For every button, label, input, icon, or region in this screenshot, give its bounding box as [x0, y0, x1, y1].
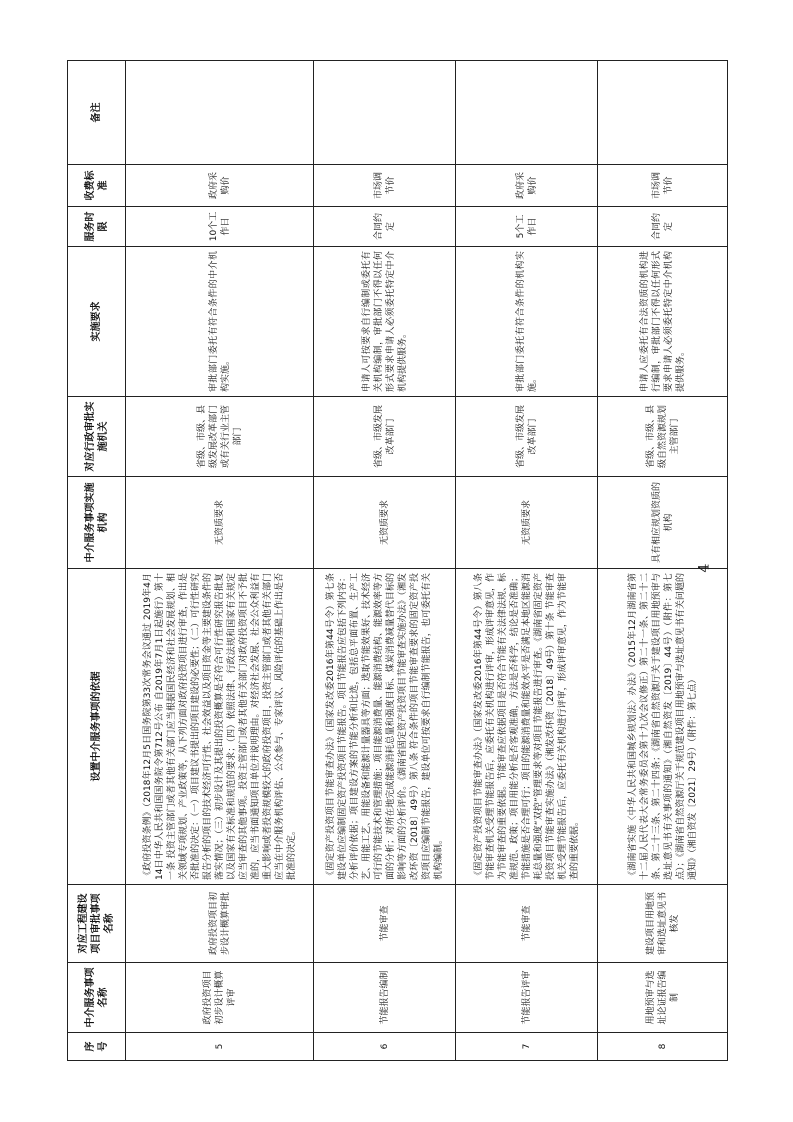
- cell-agency: 无资质要求: [314, 477, 456, 569]
- cell-fee: 市场调节价: [598, 165, 728, 207]
- table-row: [126, 61, 314, 1061]
- cell-req: 申请人应委托有合法资质的机构进行编制，审批部门不得以任何形式要求申请人必须委托特定中介机构提供服务。: [598, 247, 728, 397]
- header-project: 对应工程建设项目审批事项名称: [68, 885, 126, 963]
- cell-remark: [598, 61, 728, 165]
- header-agency: 中介服务事项实施机构: [68, 477, 126, 569]
- cell-req: 申请人可按要求自行编制或委托有关机构编制，审批部门不得以任何形式要求申请人必须委托特定中介机构提供服务。: [314, 247, 456, 397]
- cell-basis: 《固定资产投资项目节能审查办法》（国家发改委2016年第44号令）第八条 节能审查机关受理节能报告后，应委托有关机构进行评审，形成评审意见，作为节能审查的重要依据。节能审查应依据项目是否符合节能有关法律法规、标准规范、政策；项目用能分析是否客观准确，方法是否科学，结论是否准确；节能措施是否合理可行；项目的能源消费量和能效水平是否满足本地区能源消耗总量和强度“双控”管理要求等对项目节能报告进行审查。《湖南省固定资产投资项目节能审查实施办法》（湘发改环资〔2018〕49号）第十条 节能审查机关受理节能报告后，应委托有关机构进行评审，形成评审意见，作为节能审查的重要依据。: [456, 569, 598, 885]
- cell-fee: 市场调节价: [314, 165, 456, 207]
- rotated-table-sheet: [67, 61, 727, 1061]
- cell-time: 合同约定: [314, 207, 456, 247]
- cell-name: 用地预审与选址论证报告编制: [598, 963, 728, 1033]
- cell-name: 节能报告编制: [314, 963, 456, 1033]
- cell-project: 建设项目用地预审和选址意见书核发: [598, 885, 728, 963]
- cell-name: 节能报告评审: [456, 963, 598, 1033]
- header-remark: 备注: [68, 61, 126, 165]
- cell-basis: 《固定资产投资项目节能审查办法》（国家发改委2016年第44号令）第七条 建设单位应编制固定资产投资项目节能报告。项目节能报告应包括下列内容：分析评价依据；项目建设方案的节能分析和比选，包括总平面布置、生产工艺、用能工艺、用能设备和能源计量器具等方面；选取节能效果好、技术经济可行的节能技术和管理措施；项目能源消费量、能源消费结构、能源效率等方面的分析；对所在地完成能源消耗总量和强度目标、煤炭消费减量替代目标的影响等方面的分析评价。《湖南省固定资产投资项目节能审查实施办法》（湘发改环资〔2018〕49号）第八条 符合条件的项目节能审查要求的固定资产投资项目应编制节能报告，建设单位可按要求自行编制节能报告，也可委托有关机构编制。: [314, 569, 456, 885]
- cell-time: 合同约定: [598, 207, 728, 247]
- cell-agency: 具有相应规划资质的机构: [598, 477, 728, 569]
- cell-dept: 省级、市级、县级自然资源规划主管部门: [598, 397, 728, 477]
- header-fee: 收费标准: [68, 165, 126, 207]
- header-dept: 对应行政审批实施机关: [68, 397, 126, 477]
- cell-project: 节能审查: [314, 885, 456, 963]
- intermediary-service-table: [67, 60, 728, 1061]
- cell-no: 5: [126, 1033, 314, 1061]
- cell-dept: 省级、市级、县级发展改革部门或有关行业主管部门: [126, 397, 314, 477]
- cell-req: 审批部门委托有符合条件的机构实施。: [456, 247, 598, 397]
- cell-agency: 无资质要求: [126, 477, 314, 569]
- header-req: 实施要求: [68, 247, 126, 397]
- cell-remark: [126, 61, 314, 165]
- cell-remark: [456, 61, 598, 165]
- cell-name: 政府投资项目初步设计概算评审: [126, 963, 314, 1033]
- cell-remark: [314, 61, 456, 165]
- header-no: 序号: [68, 1033, 126, 1061]
- header-time: 服务时限: [68, 207, 126, 247]
- header-name: 中介服务事项名称: [68, 963, 126, 1033]
- cell-basis: 《政府投资条例》（2018年12月5日国务院第33次常务会议通过 2019年4月14日中华人民共和国国务院令第712号公布 自2019年7月1日起施行）第十一条 投资主管部门或者其他有关部门应当根据国民经济和社会发展规划、相关领域专项规划、产业政策等，从下列方面对政府投资项目进行审查，作出是否批准的决定：（一）项目建议书提出的项目建设的必要性；（二）可行性研究报告分析的项目的技术经济可行性、社会效益以及项目资金等主要建设条件的落实情况；（三）初步设计及其提出的投资概算是否符合可行性研究报告批复以及国家有关标准和规范的要求；（四）依照法律、行政法规和国家有关规定应当审查的其他事项。投资主管部门或者其他有关部门对政府投资项目不予批准的，应当书面通知项目单位并说明理由。对经济社会发展、社会公众利益有重大影响或者投资规模较大的政府投资项目，投资主管部门或者其他有关部门应当在中介服务机构评估、公众参与、专家评议、风险评估的基础上作出是否批准的决定。: [126, 569, 314, 885]
- cell-basis: 《湖南省实施〈中华人民共和国城乡规划法〉办法》（2015年12月湖南省第十二届人民代表大会常务委员会第十九次会议修正）第二十一条、第二十二条、第二十三条、第二十四条；《湖南省自然资源厅关于建设项目用地预审与选址意见书有关事项的通知》（湘自然资发〔2019〕44号）（附件：第七点）；《湖南省自然资源厅关于规范建设项目用地预审与选址意见书有关问题的通知》（湘自资发〔2021〕29号）（附件：第七点）: [598, 569, 728, 885]
- cell-project: 政府投资项目初步设计概算审批: [126, 885, 314, 963]
- cell-no: 7: [456, 1033, 598, 1061]
- table-header-row: [68, 61, 126, 1061]
- page-number: 4: [696, 563, 713, 573]
- table-row: [598, 61, 728, 1061]
- cell-no: 6: [314, 1033, 456, 1061]
- cell-fee: 政府采购价: [126, 165, 314, 207]
- header-basis: 设置中介服务事项的依据: [68, 569, 126, 885]
- cell-dept: 省级、市级发展改革部门: [456, 397, 598, 477]
- cell-no: 8: [598, 1033, 728, 1061]
- cell-agency: 无资质要求: [456, 477, 598, 569]
- cell-project: 节能审查: [456, 885, 598, 963]
- cell-time: 5个工作日: [456, 207, 598, 247]
- table-row: [456, 61, 598, 1061]
- table-row: [314, 61, 456, 1061]
- cell-fee: 政府采购价: [456, 165, 598, 207]
- cell-req: 审批部门委托有符合条件的中介机构实施。: [126, 247, 314, 397]
- cell-dept: 省级、市级发展改革部门: [314, 397, 456, 477]
- cell-time: 10个工作日: [126, 207, 314, 247]
